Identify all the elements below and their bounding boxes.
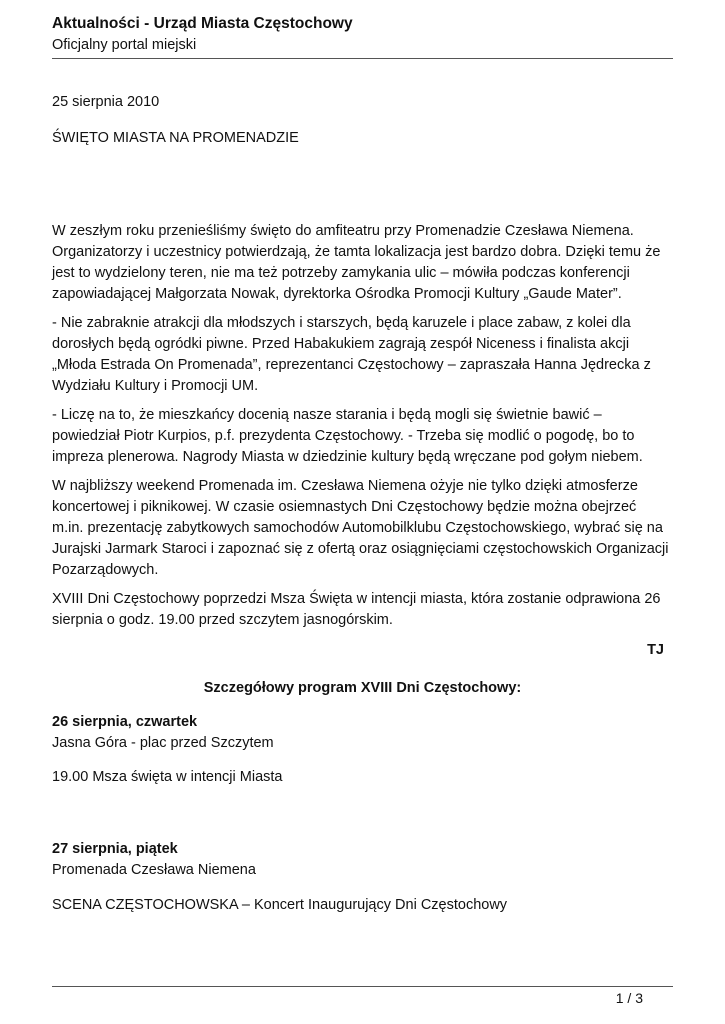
paragraph-line: Pozarządowych. — [52, 562, 159, 578]
day-place: Jasna Góra - plac przed Szczytem — [52, 735, 274, 751]
paragraph-line: powiedział Piotr Kurpios, p.f. prezydenta Częstochowy. - Trzeba się modlić o pogodę, bo to — [52, 428, 635, 444]
paragraph-line: m.in. prezentację zabytkowych samochodów Automobilklubu Częstochowskiego, wybrać się na — [52, 520, 663, 536]
day-date: 26 sierpnia, czwartek — [52, 714, 198, 730]
paragraph-line: zapowiadającej Małgorzata Nowak, dyrektorka Ośrodka Promocji Kultury „Gaude Mater”. — [52, 286, 622, 302]
paragraph-line: impreza plenerowa. Nagrody Miasta w dziedzinie kultury będą wręczane pod gołym niebem. — [52, 449, 643, 465]
header-divider — [52, 58, 673, 59]
article-title: ŚWIĘTO MIASTA NA PROMENADZIE — [52, 130, 299, 146]
paragraph-line: jest to wydzielony teren, nie ma też potrzeby zamykania ulic – mówiła podczas konferencji — [52, 265, 630, 281]
site-subtitle: Oficjalny portal miejski — [52, 37, 197, 53]
paragraph-line: Jurajski Jarmark Staroci i zapoznać się z ofertą oraz osiągnięciami częstochowskich Organizacji — [52, 541, 669, 557]
paragraph-line: Wydziału Kultury i Promocji UM. — [52, 378, 259, 394]
paragraph-line: XVIII Dni Częstochowy poprzedzi Msza Święta w intencji miasta, która zostanie odprawiona 26 — [52, 591, 661, 607]
paragraph-line: W zeszłym roku przenieśliśmy święto do amfiteatru przy Promenadzie Czesława Niemena. — [52, 223, 634, 239]
program-title: Szczegółowy program XVIII Dni Częstochowy: — [203, 680, 522, 696]
paragraph-line: - Liczę na to, że mieszkańcy docenią nasze starania i będą mogli się świetnie bawić – — [52, 407, 602, 423]
day-event: 19.00 Msza święta w intencji Miasta — [52, 769, 283, 785]
footer-divider — [52, 986, 673, 987]
paragraph-line: - Nie zabraknie atrakcji dla młodszych i starszych, będą karuzele i place zabaw, z kolei dla — [52, 315, 631, 331]
day-event: SCENA CZĘSTOCHOWSKA – Koncert Inaugurujący Dni Częstochowy — [52, 897, 508, 913]
paragraph-line: sierpnia o godz. 19.00 przed szczytem jasnogórskim. — [52, 612, 393, 628]
paragraph-line: koncertowej i piknikowej. W czasie osiemnastych Dni Częstochowy będzie można obejrzeć — [52, 499, 637, 515]
article-date: 25 sierpnia 2010 — [52, 94, 160, 110]
paragraph-line: Organizatorzy i uczestnicy potwierdzają, że tamta lokalizacja jest bardzo dobra. Dzięki temu że — [52, 244, 661, 260]
day-place: Promenada Czesława Niemena — [52, 862, 256, 878]
paragraph-line: „Młoda Estrada On Promenada”, reprezentanci Częstochowy – zapraszała Hanna Jędrecka z — [52, 357, 651, 373]
page-number: 1 / 3 — [615, 990, 643, 1006]
day-date: 27 sierpnia, piątek — [52, 841, 178, 857]
site-title: Aktualności - Urząd Miasta Częstochowy — [52, 15, 353, 32]
paragraph-line: W najbliższy weekend Promenada im. Czesława Niemena ożyje nie tylko dzięki atmosferze — [52, 478, 638, 494]
article-author: TJ — [647, 642, 664, 658]
paragraph-line: dorosłych będą ogródki piwne. Przed Habakukiem zagrają zespół Niceness i finalista akcji — [52, 336, 630, 352]
